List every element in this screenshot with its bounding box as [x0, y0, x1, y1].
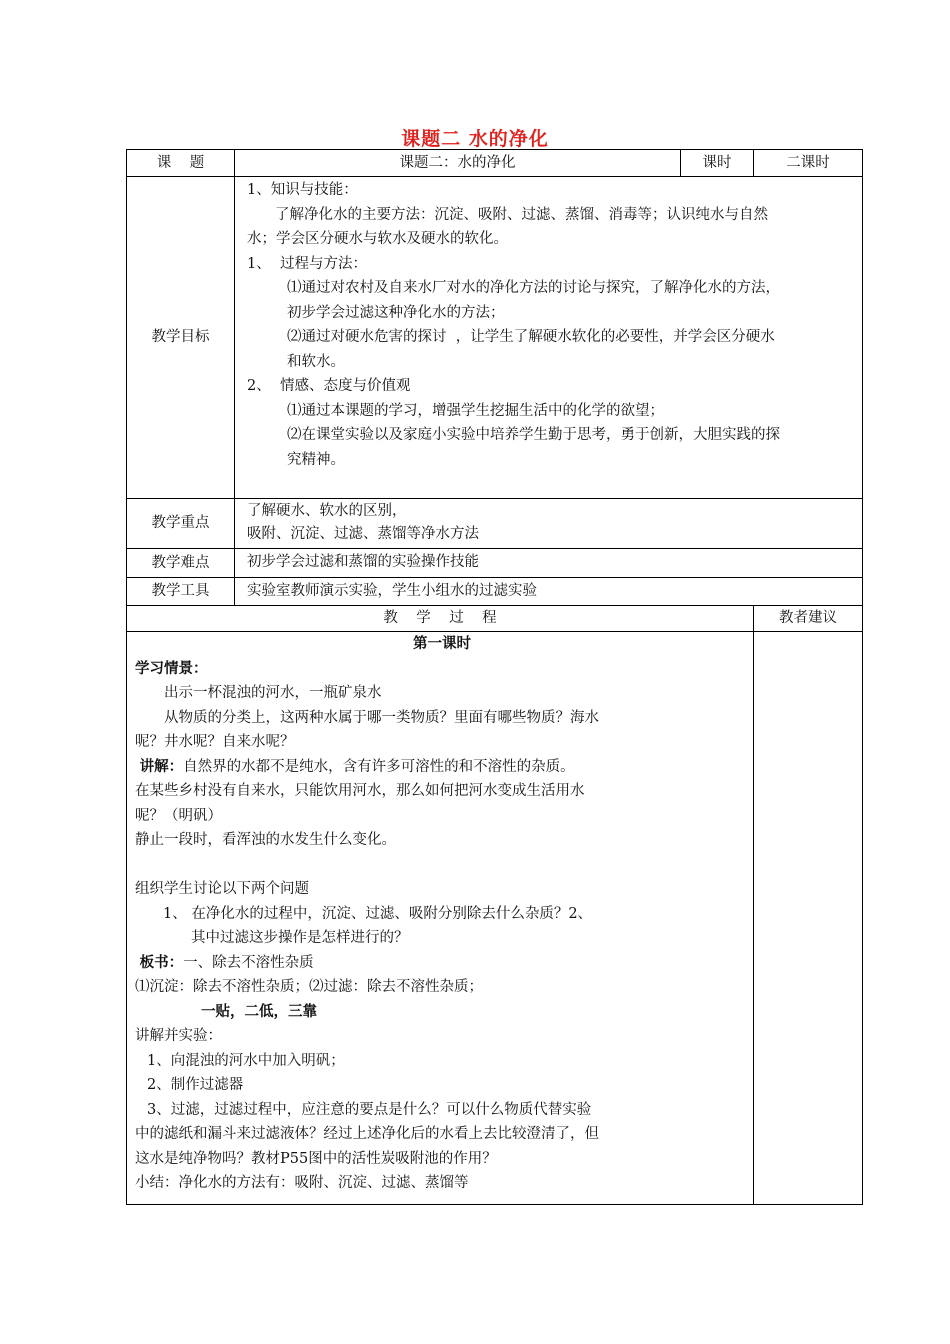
difficulties-label: 教学难点 — [127, 549, 235, 578]
objective-line: 1、知识与技能： — [247, 182, 358, 198]
objective-line: 究精神。 — [287, 451, 345, 468]
lesson-plan-table — [126, 149, 863, 1205]
process-line: 出示一杯混浊的河水，一瓶矿泉水 — [164, 685, 382, 701]
period-label: 课时 — [681, 150, 754, 177]
page-title: 课题二 水的净化 — [401, 128, 549, 150]
process-content — [127, 632, 754, 1205]
objective-line: ⑵在课堂实验以及家庭小实验中培养学生勤于思考，勇于创新，大胆实践的探 — [287, 427, 780, 443]
process-line: 从物质的分类上，这两种水属于哪一类物质？里面有哪些物质？海水 — [164, 709, 599, 726]
explain-label: 讲解： — [139, 757, 184, 775]
step-line: 3、过滤，过滤过程中，应注意的要点是什么？可以什么物质代替实验 — [147, 1101, 592, 1118]
process-line: 讲解并实验： — [135, 1028, 222, 1044]
question-line: 1、 在净化水的过程中，沉淀、过滤、吸附分别除去什么杂质？2、 — [163, 905, 593, 922]
summary-line: 小结：净化水的方法有：吸附、沉淀、过滤、蒸馏等 — [135, 1175, 469, 1191]
key-point-line: 了解硬水、软水的区别， — [247, 503, 407, 519]
objective-line: 了解净化水的主要方法：沉淀、吸附、过滤、蒸馏、消毒等；认识纯水与自然 — [275, 206, 768, 223]
step-line: 1、向混浊的河水中加入明矾； — [147, 1052, 345, 1069]
key-points-row — [127, 499, 863, 549]
difficulties-row — [127, 549, 863, 578]
board-line — [135, 951, 749, 976]
lesson-heading: 第一课时 — [413, 635, 471, 652]
key-points-content — [235, 499, 863, 549]
process-line: 组织学生讨论以下两个问题 — [135, 881, 309, 897]
advice-content — [754, 632, 863, 1205]
board-label: 板书： — [139, 953, 184, 971]
objective-line: ⑵通过对硬水危害的探讨 ，让学生了解硬水软化的必要性，并学会区分硬水 — [287, 329, 775, 345]
question-line: 其中过滤这步操作是怎样进行的？ — [191, 930, 409, 946]
process-header-row — [127, 606, 863, 632]
blank-line — [135, 853, 749, 878]
objective-line: ⑴通过本课题的学习，增强学生挖掘生活中的化学的欲望； — [287, 402, 664, 419]
objective-line: 和软水。 — [287, 353, 345, 370]
process-line: 呢？井水呢？自来水呢？ — [135, 734, 295, 750]
key-points-label: 教学重点 — [127, 499, 235, 549]
header-row — [127, 150, 863, 177]
step-line: 2、制作过滤器 — [147, 1077, 244, 1093]
process-line: 呢？（明矾） — [135, 807, 222, 824]
tools-row — [127, 577, 863, 606]
board-text: 一、除去不溶性杂质 — [183, 954, 314, 971]
step-line: 中的滤纸和漏斗来过滤液体？经过上述净化后的水看上去比较澄清了，但 — [135, 1126, 599, 1142]
process-line: 静止一段时，看浑浊的水发生什么变化。 — [135, 832, 396, 848]
process-row — [127, 632, 863, 1205]
process-line: 在某些乡村没有自来水，只能饮用河水，那么如何把河水变成生活用水 — [135, 783, 585, 799]
tools-content: 实验室教师演示实验，学生小组水的过滤实验 — [235, 577, 863, 606]
key-point-line: 吸附、沉淀、过滤、蒸馏等净水方法 — [247, 526, 479, 542]
filter-rule: 一贴，二低，三靠 — [201, 1002, 317, 1020]
topic-value: 课题二：水的净化 — [235, 150, 681, 177]
scene-label: 学习情景： — [135, 659, 208, 677]
objective-line: 2、 情感、态度与价值观 — [247, 378, 411, 394]
process-header: 教 学 过 程 — [127, 606, 754, 632]
explain-text: 自然界的水都不是纯水，含有许多可溶性的和不溶性的杂质。 — [183, 758, 575, 775]
explain-line — [135, 755, 749, 780]
objective-line: ⑴通过对农村及自来水厂对水的净化方法的讨论与探究，了解净化水的方法， — [287, 280, 780, 296]
objective-line: 1、 过程与方法： — [247, 255, 367, 272]
step-line: 这水是纯净物吗？教材P55图中的活性炭吸附池的作用？ — [135, 1150, 497, 1167]
topic-label: 课 题 — [127, 150, 235, 177]
objectives-content — [235, 177, 863, 499]
advice-header: 教者建议 — [754, 606, 863, 632]
period-value: 二课时 — [754, 150, 863, 177]
tools-label: 教学工具 — [127, 577, 235, 606]
objectives-row — [127, 177, 863, 499]
process-line: ⑴沉淀：除去不溶性杂质；⑵过滤：除去不溶性杂质； — [135, 979, 483, 995]
objectives-label: 教学目标 — [127, 177, 235, 499]
difficulties-content: 初步学会过滤和蒸馏的实验操作技能 — [235, 549, 863, 578]
objective-line: 初步学会过滤这种净化水的方法； — [287, 304, 505, 321]
objective-line: 水；学会区分硬水与软水及硬水的软化。 — [247, 231, 508, 247]
